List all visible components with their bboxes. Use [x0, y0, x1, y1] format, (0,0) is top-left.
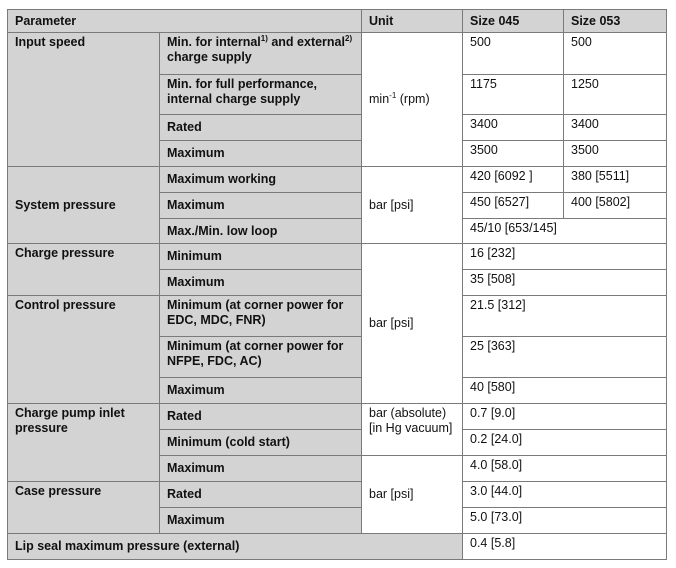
- value-053: 380 [5511]: [564, 167, 667, 193]
- sub-rated: Rated: [160, 404, 362, 430]
- table-row: [8, 534, 667, 560]
- value-053: 3500: [564, 141, 667, 167]
- footnote-2: 2): [345, 33, 353, 43]
- unit-min-text: min: [369, 92, 390, 106]
- sub-min-internal-external: [160, 33, 362, 75]
- sub-maximum: Maximum: [160, 193, 362, 219]
- sub-rated: Rated: [160, 482, 362, 508]
- table-row: [8, 244, 667, 270]
- value-045: 3500: [463, 141, 564, 167]
- value-045: 3400: [463, 115, 564, 141]
- footnote-1: 1): [260, 33, 268, 43]
- value-045: 1175: [463, 75, 564, 115]
- sub-min-external-text: and external: [267, 35, 345, 49]
- sub-min-cold-start: Minimum (cold start): [160, 430, 362, 456]
- value-min-edc: 21.5 [312]: [463, 296, 667, 337]
- param-input-speed: Input speed: [8, 33, 160, 167]
- unit-charge-control-pressure: bar [psi]: [362, 244, 463, 404]
- header-parameter: Parameter: [8, 10, 362, 33]
- param-system-pressure: System pressure: [8, 167, 160, 244]
- sub-maximum: Maximum: [160, 508, 362, 534]
- table-row: [8, 296, 667, 337]
- specification-table: [7, 9, 667, 560]
- param-lip-seal: Lip seal maximum pressure (external): [8, 534, 463, 560]
- value-charge-minimum: 16 [232]: [463, 244, 667, 270]
- value-min-nfpe: 25 [363]: [463, 337, 667, 378]
- unit-system-pressure: bar [psi]: [362, 167, 463, 244]
- unit-input-speed: [362, 33, 463, 167]
- table-row: [8, 404, 667, 430]
- table-row: [8, 482, 667, 508]
- value-charge-maximum: 35 [508]: [463, 270, 667, 296]
- sub-rated: Rated: [160, 115, 362, 141]
- header-size-045: Size 045: [463, 10, 564, 33]
- table-row: [8, 167, 667, 193]
- value-045: 420 [6092 ]: [463, 167, 564, 193]
- value-case-maximum: 5.0 [73.0]: [463, 508, 667, 534]
- param-control-pressure: Control pressure: [8, 296, 160, 404]
- sub-min-nfpe: Minimum (at corner power for NFPE, FDC, AC): [160, 337, 362, 378]
- unit-charge-pump-inlet: bar (absolute) [in Hg vacuum]: [362, 404, 463, 456]
- table-row: [8, 33, 667, 75]
- sub-min-full-performance: Min. for full performance, internal charge supply: [160, 75, 362, 115]
- value-053: 3400: [564, 115, 667, 141]
- sub-minimum: Minimum: [160, 244, 362, 270]
- value-045: 500: [463, 33, 564, 75]
- sub-maximum: Maximum: [160, 456, 362, 482]
- value-053: 1250: [564, 75, 667, 115]
- header-unit: Unit: [362, 10, 463, 33]
- unit-rpm-text: (rpm): [396, 92, 430, 106]
- value-lip-seal: 0.4 [5.8]: [463, 534, 667, 560]
- header-size-053: Size 053: [564, 10, 667, 33]
- value-045: 450 [6527]: [463, 193, 564, 219]
- value-low-loop: 45/10 [653/145]: [463, 219, 667, 244]
- param-charge-pump-inlet: Charge pump inlet pressure: [8, 404, 160, 482]
- sub-min-internal-text: Min. for internal: [167, 35, 261, 49]
- value-inlet-rated: 0.7 [9.0]: [463, 404, 667, 430]
- param-case-pressure: Case pressure: [8, 482, 160, 534]
- unit-case-pressure: bar [psi]: [362, 456, 463, 534]
- header-row: [8, 10, 667, 33]
- sub-maximum: Maximum: [160, 141, 362, 167]
- unit-exponent: -1: [389, 90, 397, 100]
- sub-low-loop: Max./Min. low loop: [160, 219, 362, 244]
- value-case-rated: 3.0 [44.0]: [463, 482, 667, 508]
- sub-min-edc: Minimum (at corner power for EDC, MDC, FNR): [160, 296, 362, 337]
- value-053: 500: [564, 33, 667, 75]
- sub-charge-supply-text: charge supply: [167, 50, 252, 64]
- sub-maximum: Maximum: [160, 378, 362, 404]
- param-charge-pressure: Charge pressure: [8, 244, 160, 296]
- value-inlet-min-cold: 0.2 [24.0]: [463, 430, 667, 456]
- sub-maximum: Maximum: [160, 270, 362, 296]
- sub-maximum-working: Maximum working: [160, 167, 362, 193]
- value-inlet-maximum: 4.0 [58.0]: [463, 456, 667, 482]
- value-control-maximum: 40 [580]: [463, 378, 667, 404]
- value-053: 400 [5802]: [564, 193, 667, 219]
